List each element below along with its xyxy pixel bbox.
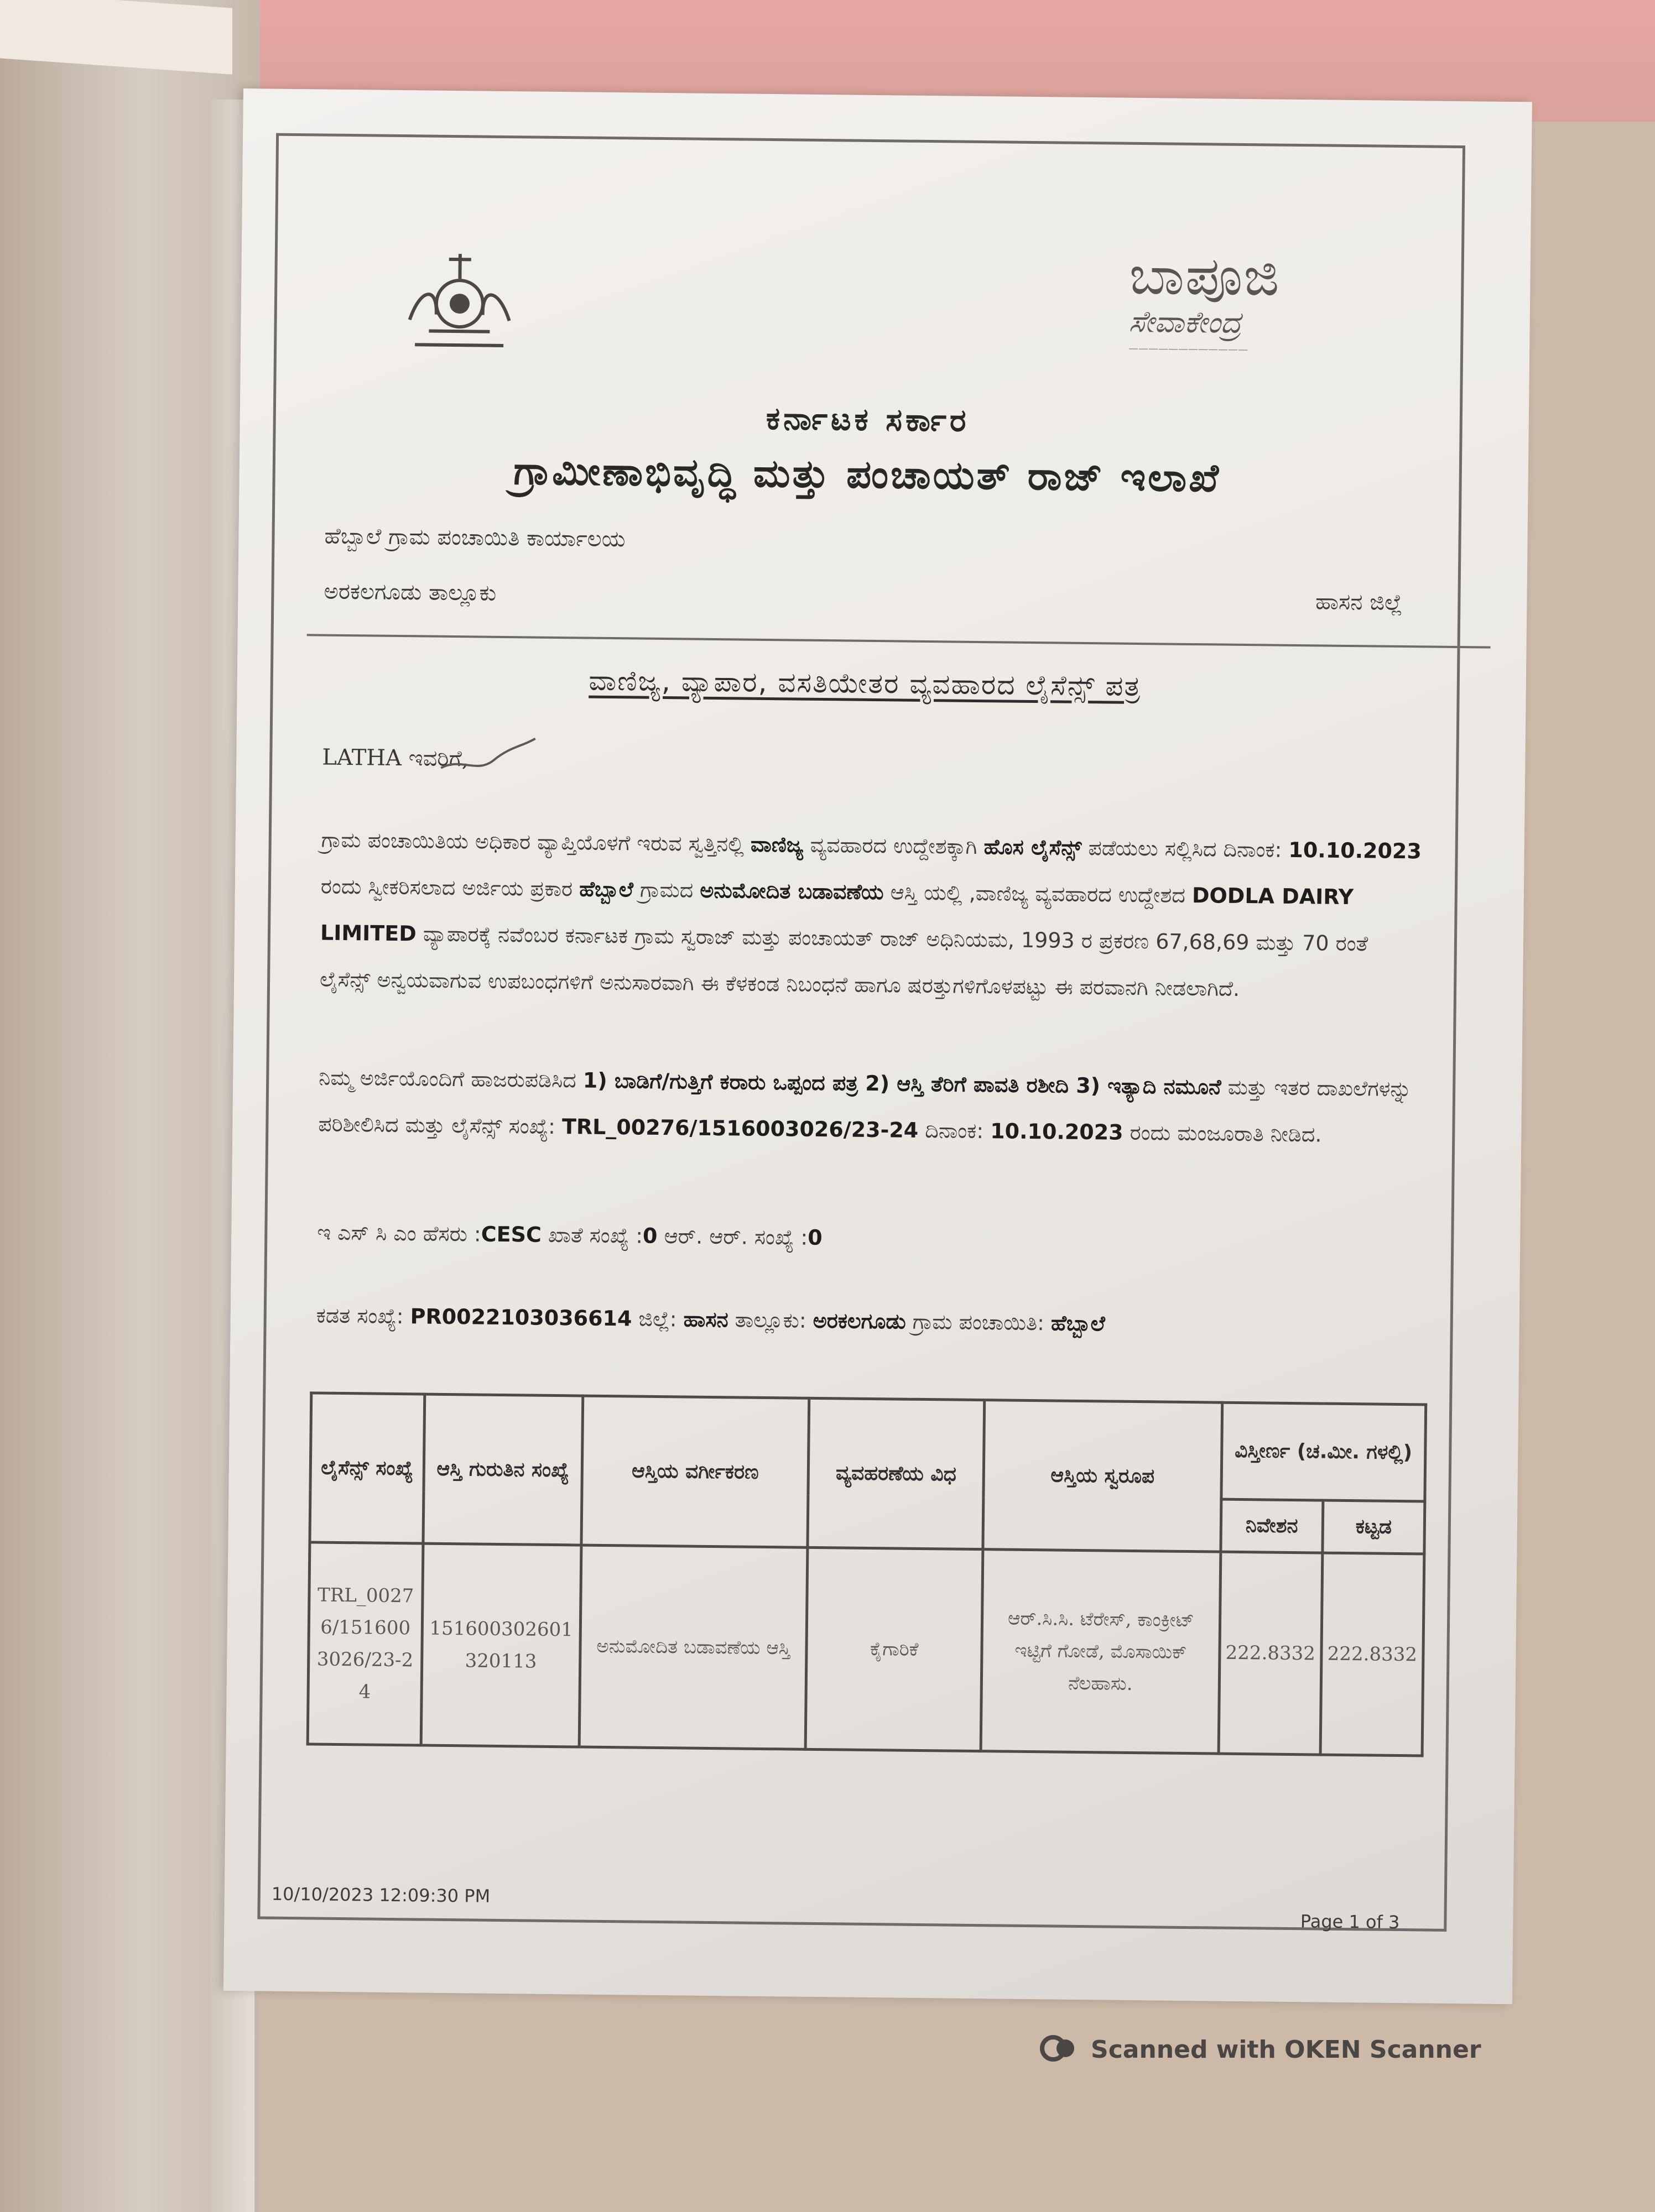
cell-business-type: ಕೈಗಾರಿಕೆ [805, 1547, 983, 1751]
para1-text-4: ರಂದು ಸ್ವೀಕರಿಸಲಾದ ಅರ್ಜಿಯ ಪ್ರಕಾರ [320, 874, 580, 901]
rr-label: ಆರ್. ಆರ್. ಸಂಖ್ಯೆ : [657, 1223, 808, 1250]
cell-site-area: 222.8332 [1219, 1552, 1323, 1755]
cell-property-class: ಅನುಮೋದಿತ ಬಡಾವಣೆಯ ಆಸ್ತಿ [579, 1545, 808, 1749]
brand-line-1: ಬಾಪೂಜಿ [1128, 244, 1281, 308]
para1-bold-2: ಹೊಸ ಲೈಸೆನ್ಸ್ [983, 834, 1082, 860]
page-number: Page 1 of 3 [1300, 1911, 1400, 1933]
document-subject: ವಾಣಿಜ್ಯ, ವ್ಯಾಪಾರ, ವಸತಿಯೇತರ ವ್ಯವಹಾರದ ಲೈಸೆನ್ಸ್ ಪತ್ರ [589, 664, 1142, 703]
document-frame [257, 133, 1465, 1932]
rr-number: 0 [807, 1225, 823, 1250]
taluk-name: ಅರಕಲಗೂಡು ತಾಲ್ಲೂಕು [324, 578, 497, 606]
layout-type: ಅನುಮೋದಿತ ಬಡಾವಣೆಯ [700, 878, 884, 905]
license-body-paragraph [320, 817, 1422, 1014]
electricity-details [317, 1209, 1418, 1267]
para1-text-5: ಗ್ರಾಮದ [633, 877, 700, 902]
district-name: ಹಾಸನ ಜಿಲ್ಲೆ [1315, 589, 1403, 615]
escom-label: ಇ ಎಸ್ ಸಿ ಎಂ ಹೆಸರು : [317, 1220, 481, 1246]
department-title: ಗ್ರಾಮೀಣಾಭಿವೃದ್ಧಿ ಮತ್ತು ಪಂಚಾಯತ್ ರಾಜ್ ಇಲಾಖೆ [513, 448, 1221, 501]
cell-built-area: 222.8332 [1320, 1553, 1424, 1756]
cell-property-nature: ಆರ್.ಸಿ.ಸಿ. ಟೆರೇಸ್, ಕಾಂಕ್ರೀಟ್ ಇಟ್ಟಿಗೆ ಗೋಡೆ, ಮೊಸಾಯಿಕ್ ನೆಲಹಾಸು. [981, 1550, 1220, 1754]
para1-text-1: ಗ್ರಾಮ ಪಂಚಾಯಿತಿಯ ಅಧಿಕಾರ ವ್ಯಾಪ್ತಿಯೊಳಗೆ ಇರುವ ಸ್ವತ್ತಿನಲ್ಲಿ [321, 827, 751, 857]
header-built: ಕಟ್ಟಡ [1323, 1500, 1425, 1554]
account-number: 0 [642, 1223, 658, 1248]
district-label: ಜಿಲ್ಲೆ: [632, 1306, 684, 1332]
header-site: ನಿವೇಶನ [1221, 1499, 1323, 1553]
scanner-watermark [1040, 2035, 1481, 2064]
header-property-class: ಆಸ್ತಿಯ ವರ್ಗೀಕರಣ [581, 1396, 809, 1547]
brand-tagline: ———————————— [1128, 342, 1248, 356]
cell-property-id: 151600302601320113 [421, 1543, 581, 1747]
file-number: PR0022103036614 [410, 1304, 632, 1331]
panchayat-office: ಹೆಬ್ಬಾಲೆ ಗ್ರಾಮ ಪಂಚಾಯಿತಿ ಕಾರ್ಯಾಲಯ [324, 523, 626, 552]
signature-scrawl [438, 735, 538, 780]
header-property-id: ಆಸ್ತಿ ಗುರುತಿನ ಸಂಖ್ಯೆ [423, 1394, 583, 1545]
taluk-value: ಅರಕಲಗೂಡು [813, 1308, 906, 1334]
application-date: 10.10.2023 [1288, 837, 1422, 864]
business-name: DODLA DAIRY LIMITED [320, 883, 1354, 946]
license-number: TRL_00276/1516003026/23-24 [561, 1114, 919, 1142]
district-value: ಹಾಸನ [683, 1307, 728, 1332]
header-divider [307, 634, 1491, 648]
file-label: ಕಡತ ಸಂಖ್ಯೆ: [316, 1303, 410, 1329]
account-label: ಖಾತೆ ಸಂಖ್ಯೆ : [541, 1222, 643, 1248]
header-business-type: ವ್ಯವಹರಣೆಯ ವಿಧ [808, 1398, 985, 1549]
para1-text-3: ಪಡೆಯಲು ಸಲ್ಲಿಸಿದ ದಿನಾಂಕ: [1081, 835, 1289, 862]
para2-text-1: ನಿಮ್ಮ ಅರ್ಜಿಯೊಂದಿಗೆ ಹಾಜರುಪಡಿಸಿದ [319, 1065, 584, 1093]
karnataka-emblem-icon [376, 237, 543, 360]
header-license-no: ಲೈಸೆನ್ಸ್ ಸಂಖ್ಯೆ [310, 1393, 424, 1543]
para1-text-6: ಆಸ್ತಿ ಯಲ್ಲಿ ,ವಾಣಿಜ್ಯ ವ್ಯವಹಾರದ ಉದ್ದೇಶದ [883, 880, 1193, 908]
para2-text-4: ರಂದು ಮಂಜೂರಾತಿ ನೀಡಿದ. [1123, 1120, 1322, 1147]
documents-list: 1) ಬಾಡಿಗೆ/ಗುತ್ತಿಗೆ ಕರಾರು ಒಪ್ಪಂದ ಪತ್ರ 2) ಆಸ್ತಿ ತೆರಿಗೆ ಪಾವತಿ ರಶೀದಿ 3) ಇತ್ಯಾದಿ ನಮೂನೆ [582, 1068, 1221, 1099]
para2-text-3: ದಿನಾಂಕ: [918, 1118, 991, 1144]
cell-license-no: TRL_00276/1516003026/23-24 [308, 1542, 423, 1745]
gp-value: ಹೆಬ್ಬಾಲೆ [1050, 1311, 1105, 1336]
village-name: ಹೆಬ್ಬಾಲೆ [579, 877, 634, 902]
header-property-nature: ಆಸ್ತಿಯ ಸ್ವರೂಪ [983, 1400, 1222, 1552]
documents-paragraph [318, 1055, 1420, 1159]
para1-text-7: ವ್ಯಾಪಾರಕ್ಕೆ ನವೆಂಬರ ಕರ್ನಾಟಕ ಗ್ರಾಮ ಸ್ವರಾಜ್ ಮತ್ತು ಪಂಚಾಯತ್ ರಾಜ್ ಅಧಿನಿಯಮ, 1993 ರ ಪ್ರಕರಣ 67,68,69 ಮತ್ತು 70 ರಂತೆ ಲೈಸೆನ್ಸ್ ಅನ್ವಯವಾಗುವ ಉಪಬಂಧಗಳಿಗೆ ಅನುಸಾರವಾಗಿ ಈ ಕೆಳಕಂಡ ನಿಬಂಧನೆ ಹಾಗೂ ಷರತ್ತುಗಳಿಗೊಳಪಟ್ಟು ಈ ಪರವಾನಗಿ ನೀಡಲಾಗಿದೆ. [319, 921, 1368, 1001]
bapuji-seva-kendra-logo [1128, 244, 1439, 369]
gp-label: ಗ್ರಾಮ ಪಂಚಾಯಿತಿ: [905, 1309, 1052, 1335]
scanner-text: Scanned with OKEN Scanner [1091, 2035, 1481, 2064]
para1-bold-1: ವಾಣಿಜ್ಯ [750, 832, 804, 857]
sanction-date: 10.10.2023 [990, 1119, 1123, 1145]
oken-scanner-icon [1040, 2035, 1080, 2064]
para1-text-2: ವ್ಯವಹಾರದ ಉದ್ದೇಶಕ್ಕಾಗಿ [803, 832, 984, 859]
escom-name: CESC [481, 1222, 542, 1247]
government-title: ಕರ್ನಾಟಕ ಸರ್ಕಾರ [766, 400, 970, 439]
header-area: ವಿಸ್ತೀರ್ಣ (ಚ.ಮೀ. ಗಳಲ್ಲಿ) [1221, 1402, 1426, 1501]
addressee: LATHA ಇವರಿಗೆ, [322, 744, 469, 772]
license-details-table [306, 1391, 1428, 1757]
file-details [316, 1292, 1417, 1350]
taluk-label: ತಾಲ್ಲೂಕು: [728, 1307, 813, 1333]
table-row [308, 1542, 1424, 1756]
para2-text-2: ಮತ್ತು ಇತರ ದಾಖಲೆಗಳನ್ನು ಪರಿಶೀಲಿಸಿದ ಮತ್ತು ಲೈಸೆನ್ಸ್ ಸಂಖ್ಯೆ: [318, 1074, 1412, 1139]
brand-line-2: ಸೇವಾಕೇಂದ್ರ [1128, 304, 1242, 340]
license-document [223, 88, 1532, 2004]
print-timestamp: 10/10/2023 12:09:30 PM [271, 1883, 491, 1907]
